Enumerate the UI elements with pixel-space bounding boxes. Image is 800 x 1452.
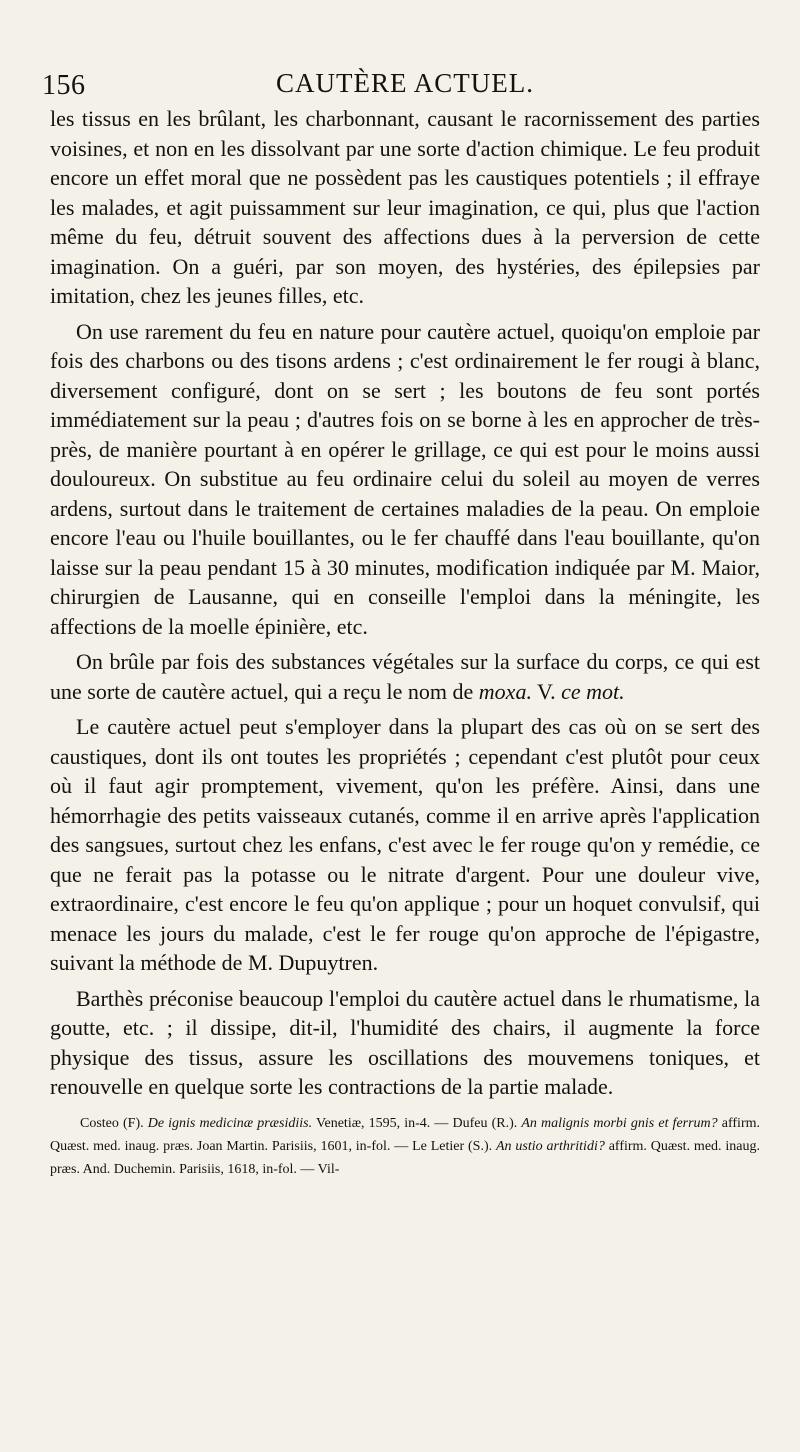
italic-text: ce mot. — [561, 678, 625, 704]
text-run: Barthès préconise beaucoup l'emploi du cautère actuel dans le rhumatisme, la goutte, etc. ; il dissipe, dit-il, l'humidité des chairs, il augmente la force physique des tissus, assure les oscillations des mouvemens toniques, et renouvelle en quelque sorte les contractions de la partie malade. — [50, 985, 760, 1099]
citation-text: affirm. Quæst. med. inaug. præs. And. Duchemin. Parisiis, 1618, in-fol. — Vil- — [50, 1138, 760, 1177]
text-run: V. — [531, 678, 562, 704]
paragraph — [50, 984, 760, 1102]
text-run: les tissus en les brûlant, les charbonnant, causant le racornissement des parties voisines, et non en les dissolvant par une sorte d'action chimique. Le feu produit encore un effet moral que ne possèdent pas les caustiques potentiels ; il effraye les malades, et agit puissamment sur leur imagination, ce qui, plus que l'action même du feu, détruit souvent des affections dues à la perversion de cette imagination. On a guéri, par son moyen, des hystéries, des épilepsies par imitation, chez les jeunes filles, etc. — [50, 106, 760, 308]
paragraph — [50, 647, 760, 706]
bibliography-footnote — [50, 1112, 760, 1181]
paragraph — [50, 317, 760, 642]
cited-title: An ustio arthritidi? — [496, 1138, 605, 1154]
citation-text: affirm. Quæst. med. inaug. præs. Joan Martin. Parisiis, 1601, in-fol. — Le Letier (S.). — [50, 1115, 761, 1154]
italic-text: moxa. — [478, 678, 532, 704]
page-number: 156 — [42, 70, 86, 101]
running-header — [42, 62, 760, 104]
text-run: On brûle par fois des substances végétales sur la surface du corps, ce qui est une sorte de cautère actuel, qui a reçu le nom de — [50, 649, 760, 704]
paragraph — [50, 104, 760, 311]
cited-title: De ignis medicinæ præsidiis. — [147, 1115, 313, 1131]
citation-text: Costeo (F). — [80, 1115, 148, 1131]
citation-text: Venetiæ, 1595, in-4. — Dufeu (R.). — [312, 1115, 522, 1131]
text-run: On use rarement du feu en nature pour cautère actuel, quoiqu'on emploie par fois des charbons ou des tisons ardens ; c'est ordinairement le fer rougi à blanc, diversement configuré, dont on se sert ; les boutons de feu sont portés immédiatement sur la peau ; d'autres fois on se borne à les en approcher de très-près, de manière pourtant à en opérer le grillage, ce qui est pour le moins aussi douloureux. On substitue au feu ordinaire celui du soleil au moyen de verres ardens, surtout dans le traitement de certaines maladies de la peau. On emploie encore l'eau ou l'huile bouillantes, ou le fer chauffé dans l'eau bouillante, qu'on laisse sur la peau pendant 15 à 30 minutes, modification indiquée par M. Maior, chirurgien de Lausanne, qui en conseille l'emploi dans la méningite, les affections de la moelle épinière, etc. — [50, 318, 760, 639]
cited-title: An malignis morbi gnis et ferrum? — [521, 1115, 718, 1131]
running-title: CAUTÈRE ACTUEL. — [276, 68, 534, 98]
body-text — [50, 104, 760, 1102]
paragraph — [50, 712, 760, 978]
text-run: Le cautère actuel peut s'employer dans la plupart des cas où on se sert des caustiques, dont ils ont toutes les propriétés ; cependant c'est plutôt pour ceux où il faut agir promptement, vivement, qu'on les préfère. Ainsi, dans une hémorrhagie des petits vaisseaux cutanés, comme il en arrive après l'application des sangsues, surtout chez les enfans, c'est avec le fer rouge qu'on y remédie, ce que ne ferait pas la potasse ou le nitrate d'argent. Pour une douleur vive, extraordinaire, c'est encore le feu qu'on applique ; pour un hoquet convulsif, qui menace les jours du malade, c'est le fer rouge qu'on approche de l'épigastre, suivant la méthode de M. Dupuytren. — [50, 714, 760, 975]
